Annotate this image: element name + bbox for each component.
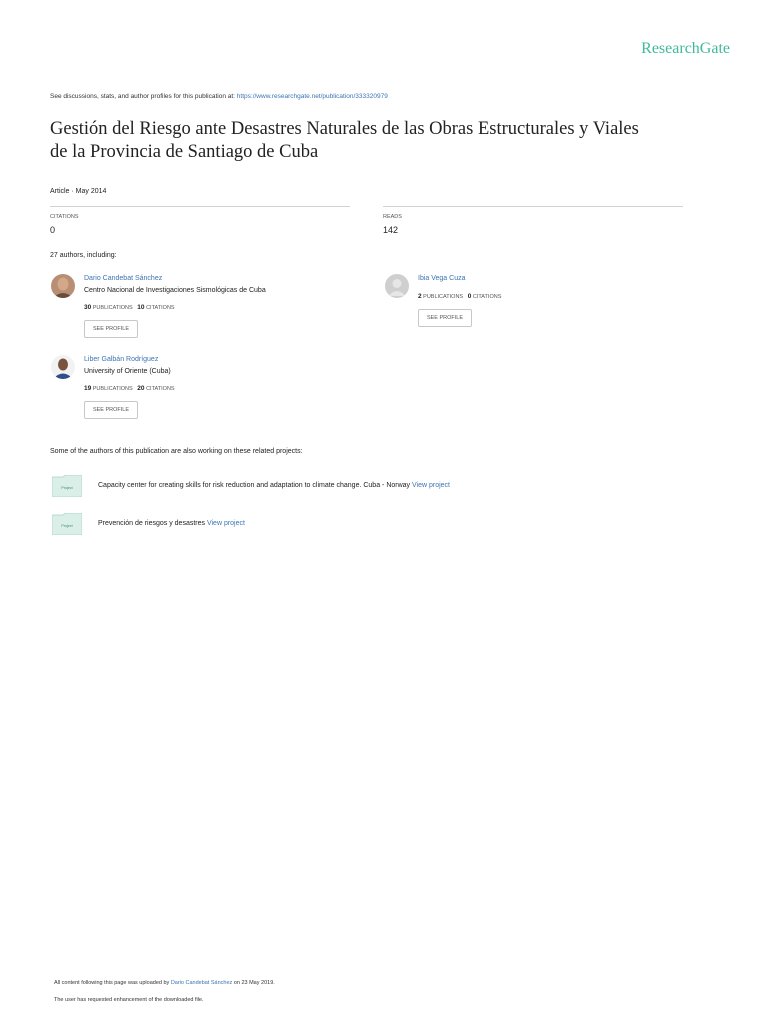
citations-count: 10: [137, 304, 145, 311]
project-title: Prevención de riesgos y desastres: [98, 520, 207, 527]
author-stats: [418, 293, 501, 300]
citations-label: CITATIONS: [50, 214, 79, 220]
publication-url-link[interactable]: https://www.researchgate.net/publication/333320979: [236, 93, 388, 100]
enhancement-note: The user has requested enhancement of the downloaded file.: [54, 997, 204, 1003]
citations-label: CITATIONS: [146, 305, 175, 311]
publications-count: 2: [418, 293, 422, 300]
publication-title: [50, 118, 730, 164]
project-text: [98, 482, 450, 489]
avatar[interactable]: [51, 274, 75, 298]
authors-heading: 27 authors, including:: [50, 252, 117, 259]
project-item: [52, 513, 352, 537]
reads-label: READS: [383, 214, 402, 220]
author-institution: University of Oriente (Cuba): [84, 368, 171, 375]
avatar[interactable]: [51, 355, 75, 379]
citations-value: 0: [50, 225, 56, 235]
related-projects-heading: Some of the authors of this publication are also working on these related projects:: [50, 448, 303, 455]
discussion-text: See discussions, stats, and author profiles for this publication at:: [50, 93, 237, 100]
upload-prefix: All content following this page was uploaded by: [54, 980, 171, 986]
uploader-link[interactable]: Dario Candebat Sánchez: [170, 980, 233, 986]
project-icon-label: Project: [61, 486, 73, 490]
researchgate-logo[interactable]: ResearchGate: [641, 40, 730, 57]
divider-right: [383, 206, 683, 207]
publications-count: 30: [84, 304, 92, 311]
see-profile-button[interactable]: SEE PROFILE: [418, 309, 472, 327]
project-title: Capacity center for creating skills for risk reduction and adaptation to climate change. Cuba - Norway: [98, 482, 412, 489]
author-photo-icon: [51, 274, 75, 298]
author-card: [385, 274, 685, 330]
divider-left: [50, 206, 350, 207]
upload-note: [54, 980, 275, 986]
author-stats: [84, 385, 175, 392]
view-project-link[interactable]: View project: [412, 482, 451, 489]
title-line-1: Gestión del Riesgo ante Desastres Naturales de las Obras Estructurales y Viales: [50, 119, 639, 139]
author-card: [51, 355, 351, 421]
citations-count: 0: [467, 293, 472, 300]
see-profile-button[interactable]: SEE PROFILE: [84, 401, 138, 419]
project-folder-icon: [52, 475, 82, 497]
publications-label: PUBLICATIONS: [92, 305, 133, 311]
author-institution: Centro Nacional de Investigaciones Sismológicas de Cuba: [84, 287, 266, 294]
project-folder-icon: [52, 513, 82, 535]
citations-label: CITATIONS: [146, 386, 175, 392]
author-card: [51, 274, 351, 340]
avatar[interactable]: [385, 274, 409, 298]
author-name-link[interactable]: Liber Galbán Rodríguez: [84, 356, 159, 363]
author-photo-icon: [51, 355, 75, 379]
publication-meta: Article · May 2014: [50, 188, 107, 195]
title-line-2: de la Provincia de Santiago de Cuba: [50, 142, 319, 162]
author-name-link[interactable]: Ibia Vega Cuza: [418, 275, 466, 282]
author-stats: [84, 304, 175, 311]
upload-suffix: on 23 May 2019.: [232, 980, 275, 986]
citations-count: 20: [137, 385, 145, 392]
project-text: [98, 520, 245, 527]
citations-label: CITATIONS: [472, 294, 502, 300]
see-profile-button[interactable]: SEE PROFILE: [84, 320, 138, 338]
reads-value: 142: [383, 225, 399, 235]
discussion-line: [50, 93, 388, 100]
project-item: [52, 475, 512, 499]
default-avatar-icon: [385, 274, 409, 298]
publications-label: PUBLICATIONS: [423, 294, 464, 300]
publications-label: PUBLICATIONS: [92, 386, 133, 392]
publications-count: 19: [84, 385, 92, 392]
author-name-link[interactable]: Dario Candebat Sánchez: [84, 275, 163, 282]
view-project-link[interactable]: View project: [206, 520, 245, 527]
project-icon-label: Project: [61, 524, 73, 528]
